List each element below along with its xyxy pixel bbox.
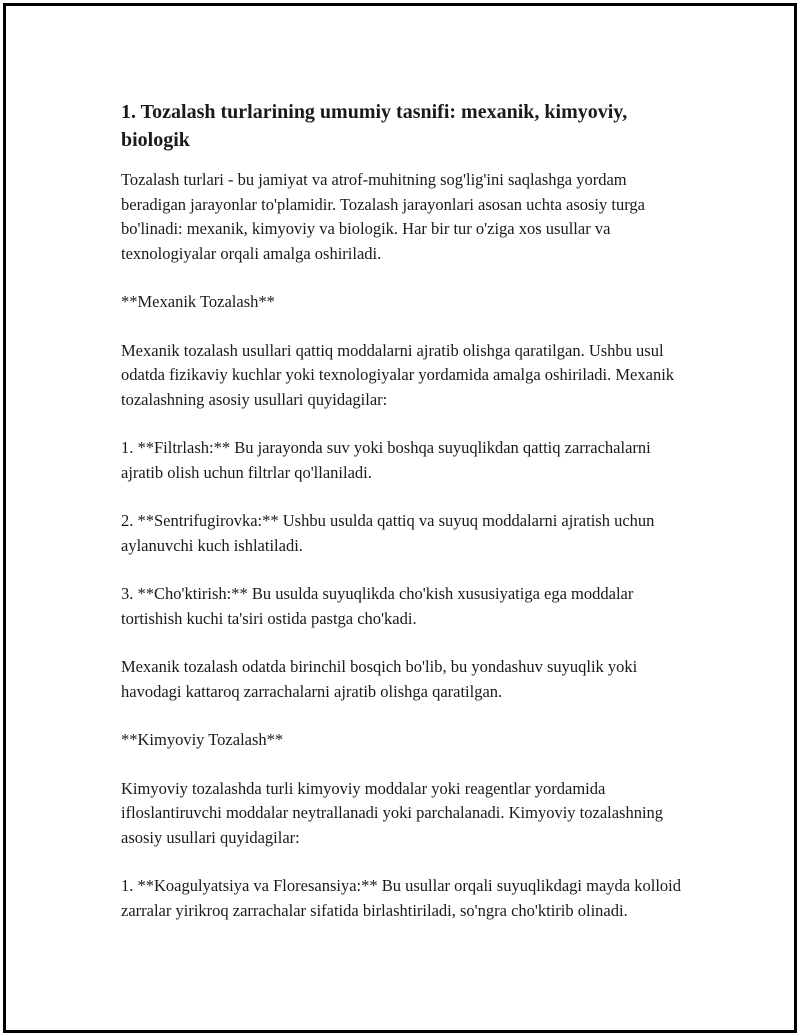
mechanical-paragraph: Mexanik tozalash usullari qattiq moddalarni ajratib olishga qaratilgan. Ushbu usul odatda fizikaviy kuchlar yoki texnologiyalar yordamida amalga oshiriladi. Mexanik tozalashning asosiy usullari quyidagilar: xyxy=(121,340,675,409)
section-heading-mechanical: **Mexanik Tozalash** xyxy=(121,292,275,311)
list-item-centrifugation: 2. **Sentrifugirovka:** Ushbu usulda qattiq va suyuq moddalarni ajratish uchun aylanuvchi kuch ishlatiladi. xyxy=(121,511,655,555)
document-title: 1. Tozalash turlarining umumiy tasnifi: mexanik, kimyoviy, biologik xyxy=(121,101,628,151)
mechanical-summary-paragraph: Mexanik tozalash odatda birinchil bosqich bo'lib, bu yondashuv suyuqlik yoki havodagi kattaroq zarrachalarni ajratib olishga qaratilgan. xyxy=(121,657,638,701)
document-body xyxy=(121,98,681,947)
section-heading-chemical: **Kimyoviy Tozalash** xyxy=(121,730,284,749)
list-item-sedimentation: 3. **Cho'ktirish:** Bu usulda suyuqlikda cho'kish xususiyatiga ega moddalar tortishish kuchi ta'siri ostida pastga cho'kadi. xyxy=(121,584,634,628)
list-item-filtration: 1. **Filtrlash:** Bu jarayonda suv yoki boshqa suyuqlikdan qattiq zarrachalarni ajratib olish uchun filtrlar qo'llaniladi. xyxy=(121,438,651,482)
chemical-paragraph: Kimyoviy tozalashda turli kimyoviy moddalar yoki reagentlar yordamida ifloslantiruvchi moddalar neytrallanadi yoki parchalanadi. Kimyoviy tozalashning asosiy usullari quyidagilar: xyxy=(121,778,664,847)
list-item-coagulation: 1. **Koagulyatsiya va Floresansiya:** Bu usullar orqali suyuqlikdagi mayda kolloid zarralar yirikroq zarrachalar sifatida birlashtiriladi, so'ngra cho'ktirib olinadi. xyxy=(121,876,682,920)
page-frame xyxy=(3,3,797,1033)
intro-paragraph: Tozalash turlari - bu jamiyat va atrof-muhitning sog'lig'ini saqlashga yordam beradigan jarayonlar to'plamidir. Tozalash jarayonlari asosan uchta asosiy turga bo'linadi: mexanik, kimyoviy va biologik. Har bir tur o'ziga xos usullar va texnologiyalar orqali amalga oshiriladi. xyxy=(121,170,645,263)
